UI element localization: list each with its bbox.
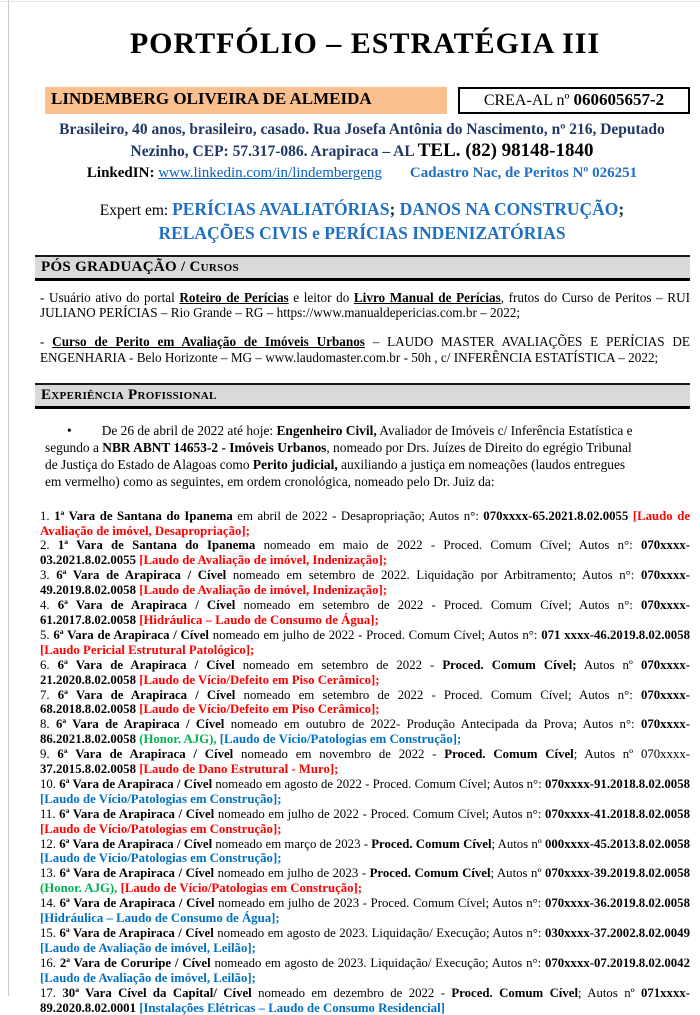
name-highlight: LINDEMBERG OLIVEIRA DE ALMEIDA (45, 87, 447, 114)
text-run: nomeado em agosto de 2022 - Proced. Comum Cível; Autos n°: (212, 776, 545, 791)
text-run: 4. (40, 598, 58, 613)
text-run: 070xxxx-91.2018.8.02.0058 (544, 776, 690, 791)
text-run: nomeado em maio de 2022 - Proced. Comum Cível; Autos n°: (255, 538, 641, 553)
text-run: 13. (40, 866, 60, 881)
text-run: Perito judicial, (252, 457, 338, 473)
text-run: 070xxxx-03.2021.8.02.0055 (40, 538, 691, 568)
text-run: [Laudo de Vício/Patologias em Construção]; (219, 732, 462, 747)
text-run: [Laudo de Avaliação de imóvel, Leilão]; (40, 940, 256, 955)
experience-list-item (40, 807, 690, 837)
text-run: [Laudo de Avaliação de imóvel, Indenização]; (139, 583, 388, 598)
text-run: 6ª Vara de Arapiraca / Cível (57, 598, 236, 613)
text-run: [Laudo Pericial Estrutural Patológico]; (40, 642, 255, 657)
text-run: Engenheiro Civil, (276, 422, 377, 438)
text-run: 070xxxx-65.2021.8.02.0055 (483, 508, 633, 523)
experience-list-item (40, 717, 690, 747)
text-run: 071xxxx-89.2020.8.02.0001 (40, 985, 691, 1015)
experience-list-item (40, 956, 690, 986)
text-run: ; Autos nº (491, 836, 545, 851)
text-run: 070xxxx-68.2018.8.02.0058 (40, 687, 690, 717)
experience-list (40, 509, 690, 1015)
text-run: (Honor. AJG), (139, 732, 220, 747)
text-run: 7. (40, 687, 58, 702)
text-run: , nomeado por Drs. Juízes de Direito do egrégio Tribunal de Justiça do Estado de Alagoas como (45, 440, 632, 473)
text-run: 37.2015.8.02.0058 (40, 762, 140, 777)
text-run: nomeado em agosto de 2023. Liquidação/ Execução; Autos n°: (210, 955, 545, 970)
course-paragraph (40, 290, 690, 320)
text-run: Curso de Perito em Avaliação de Imóveis Urbanos (52, 334, 365, 350)
text-run: [Laudo de Vício/Patologias em Construção]; (120, 881, 363, 896)
text-run: ; Autos nº (578, 985, 641, 1000)
text-run: 2ª Vara de Coruripe / Cível (59, 955, 211, 970)
text-run: [Hidráulica – Laudo de Consumo de Água]; (40, 911, 280, 926)
text-run: 6ª Vara de Arapiraca / Cível (56, 568, 227, 583)
experience-intro-paragraph (45, 422, 638, 491)
experience-list-item (40, 509, 690, 539)
text-run: nomeado em setembro de 2022 - Proced. Comum Cível; Autos n°: (235, 598, 641, 613)
identity-row (45, 87, 690, 114)
text-run: ; (389, 199, 400, 219)
text-run: [Laudo de Vício/Defeito em Piso Cerâmico]; (139, 672, 380, 687)
text-run: 070xxxx-21.2020.8.02.0058 (40, 657, 690, 687)
text-run: Brasileiro, 40 anos, brasileiro, casado. Rua Josefa Antônia do Nascimento, nº 216, Deputado Nezinho, CEP: 57.317-086. Arapiraca – AL (59, 121, 665, 160)
text-run: [Laudo de Vício/Defeito em Piso Cerâmico]; (139, 702, 380, 717)
text-run: 6ª Vara de Arapiraca / Cível (59, 836, 213, 851)
text-run: NBR ABNT 14653-2 - Imóveis Urbanos (102, 440, 327, 456)
text-run: em abril de 2022 - Desapropriação; Autos n°: (232, 508, 484, 523)
text-run: 1. (40, 508, 55, 523)
text-run: 6ª Vara de Arapiraca / Cível (55, 717, 225, 732)
text-run: [Laudo de Avaliação de imóvel, Desapropriação]; (40, 508, 691, 538)
text-run: [Laudo de Dano Estrutural - Muro]; (139, 762, 339, 777)
text-run: 6ª Vara de Arapiraca / Cível (57, 657, 235, 672)
crea-box (458, 87, 690, 114)
experience-list-item (40, 658, 690, 688)
page-edge-line-top (0, 1, 700, 2)
text-run: – LAUDO MASTER AVALIAÇÕES E PERÍCIAS DE ENGENHARIA - Belo Horizonte – MG – www.laudomaster.com.br - 50h , c/ INFERÊNCIA ESTATÍSTICA – 2022; (40, 334, 690, 365)
text-run: 12. (40, 836, 60, 851)
text-run: 6ª Vara de Arapiraca / Cível (57, 747, 234, 762)
text-run: 6ª Vara de Arapiraca / Cível (57, 687, 236, 702)
text-run: 1ª Vara de Santana do Ipanema (54, 508, 233, 523)
text-run: TEL. (82) 98148-1840 (417, 140, 594, 161)
text-run: nomeado em março de 2023 - (212, 836, 372, 851)
text-run: 14. (40, 896, 60, 911)
text-run: [Laudo de Vício/Patologias em Construção]; (40, 791, 282, 806)
text-run: nomeado em novembro de 2022 - (233, 747, 445, 762)
text-run: PERÍCIAS AVALIATÓRIAS (172, 199, 390, 219)
text-run: Proced. Comum Cível; (442, 657, 577, 672)
text-run: Expert em: (99, 202, 173, 219)
text-run: nomeado em julho de 2023 - Proced. Comum Cível; Autos n°: (214, 896, 545, 911)
text-run: - (40, 334, 53, 350)
text-run: 10. (40, 776, 60, 791)
text-run: 6ª Vara de Arapiraca / Cível (59, 896, 215, 911)
text-run: e leitor do (288, 290, 354, 305)
text-run: nomeado em agosto de 2023. Liquidação/ Execução; Autos n°: (213, 926, 545, 940)
text-run: , frutos do Curso de Peritos – RUI JULIANO PERÍCIAS – Rio Grande – RG – https://www.manualdepericias.com.br – 2022; (40, 290, 690, 321)
personal-info-paragraph (40, 119, 684, 162)
crea-number: 060605657-2 (573, 90, 665, 109)
experience-list-item (40, 628, 690, 658)
text-run: nomeado em setembro de 2022. Liquidação por Arbitramento; Autos n°: (226, 568, 641, 583)
text-run: Livro Manual de Perícias (353, 290, 501, 305)
experience-list-item (40, 926, 690, 956)
text-run: LinkedIN: (86, 165, 159, 181)
crea-label: CREA-AL nº (483, 92, 574, 109)
text-run: 000xxxx-45.2013.8.02.0058 (545, 836, 691, 851)
text-run: 030xxxx-37.2002.8.02.0049 (544, 926, 690, 940)
experience-list-item (40, 688, 690, 718)
experience-list-item (40, 568, 690, 598)
text-run: 17. (40, 985, 63, 1000)
text-run: [Hidráulica – Laudo de Consumo de Água]; (139, 612, 379, 627)
text-run: nomeado em julho de 2022 - Proced. Comum Cível; Autos n°: (214, 806, 545, 821)
page-edge-line (8, 0, 9, 996)
experience-list-item (40, 986, 690, 1015)
text-run: (Honor. AJG), (40, 881, 121, 896)
bullet-glyph: • (67, 422, 72, 438)
experience-list-item (40, 538, 690, 568)
text-run: nomeado em setembro de 2022 - Proced. Comum Cível; Autos n°: (235, 687, 641, 702)
experience-list-item (40, 598, 690, 628)
text-run: 6ª Vara de Arapiraca / Cível (53, 627, 209, 642)
text-run: ; Autos nº (490, 866, 545, 881)
text-run: [Instalações Elétricas – Laudo de Consumo Residencial] (139, 1000, 445, 1015)
experience-list-item (40, 777, 690, 807)
text-run: Roteiro de Perícias (179, 290, 289, 305)
text-run: nomeado em dezembro de 2022 - (251, 985, 452, 1000)
text-run: nomeado em julho de 2023 - (214, 866, 370, 881)
expertise-line-2 (40, 222, 684, 244)
text-run: [Laudo de Avaliação de imóvel, Leilão]; (40, 970, 256, 985)
text-run: 1ª Vara de Santana do Ipanema (57, 538, 256, 553)
text-run: Proced. Comum Cível (451, 985, 578, 1000)
course-paragraph (40, 334, 690, 364)
text-run: 15. (40, 926, 60, 940)
text-run: 6ª Vara de Arapiraca / Cível (59, 926, 214, 940)
text-run: Proced. Comum Cível (371, 836, 492, 851)
text-run: 6ª Vara de Arapiraca / Cível (59, 776, 213, 791)
text-run: auxiliando a justiça em nomeações (laudos entregues em vermelho) como as seguintes, em ordem cronológica, nomeado pelo Dr. Juiz da: (45, 457, 626, 490)
text-run: 070xxxx-39.2019.8.02.0058 (544, 866, 690, 881)
text-run: 6ª Vara de Arapiraca / Cível (59, 806, 215, 821)
expertise-line-1 (40, 198, 684, 222)
experience-list-item (40, 866, 690, 896)
text-run: nomeado em setembro de 2022 - (234, 657, 443, 672)
text-run: 6ª Vara de Arapiraca / Cível (59, 866, 215, 881)
text-run: 30ª Vara Cível da Capital/ Cível (62, 985, 252, 1000)
text-run: ; Autos nº 070xxxx- (573, 747, 690, 762)
text-run: 070xxxx-07.2019.8.02.0042 (544, 955, 690, 970)
text-run: nomeado em julho de 2022 - Proced. Comum Cível; Autos n°: (209, 627, 542, 642)
document-title: PORTFÓLIO – ESTRATÉGIA III (129, 27, 601, 60)
linkedin-link[interactable]: www.linkedin.com/in/lindembergeng (158, 165, 382, 181)
section-header-experiencia: Experiência Profissional (35, 383, 690, 409)
text-run: 070xxxx-61.2017.8.02.0058 (40, 598, 690, 627)
text-run: 11. (40, 806, 60, 821)
text-run: DANOS NA CONSTRUÇÃO (399, 199, 619, 219)
text-run: 6. (40, 657, 58, 672)
experience-list-item (40, 747, 690, 777)
text-run: Autos nº (576, 657, 641, 672)
cadastro-peritos-number: Cadastro Nac, de Peritos Nº 026251 (409, 165, 638, 181)
experience-list-item (40, 837, 690, 867)
text-run: Proced. Comum Cível (369, 866, 491, 881)
text-run: 070xxxx-36.2019.8.02.0058 (544, 896, 690, 911)
text-run: 5. (40, 627, 54, 642)
text-run: 070xxxx-49.2019.8.02.0058 (40, 568, 691, 598)
text-run: 071 xxxx-46.2019.8.02.0058 (541, 627, 690, 642)
text-run: De 26 de abril de 2022 até hoje: (101, 422, 277, 438)
section-header-pos-graduacao: PÓS GRADUAÇÃO / Cursos (35, 255, 690, 281)
text-run: [Laudo de Vício/Patologias em Construção]; (40, 821, 282, 836)
text-run: - Usuário ativo do portal (40, 290, 180, 305)
text-run: 9. (40, 747, 58, 762)
text-run: 070xxxx-86.2021.8.02.0058 (40, 717, 691, 747)
contact-line (40, 162, 684, 184)
text-run: 16. (40, 955, 60, 970)
text-run: 8. (40, 717, 56, 732)
text-run: [Laudo de Avaliação de imóvel, Indenização]; (139, 553, 388, 568)
text-run: Avaliador de Imóveis c/ Inferência Estatística e segundo a (45, 422, 633, 456)
text-run: 070xxxx-41.2018.8.02.0058 (544, 806, 690, 821)
text-run: 3. (40, 568, 57, 583)
text-run: RELAÇÕES CIVIS e PERÍCIAS INDENIZATÓRIAS (158, 223, 566, 243)
text-run: Proced. Comum Cível (444, 747, 574, 762)
text-run: [Laudo de Vício/Patologias em Construção]; (40, 851, 282, 866)
text-run: 2. (40, 538, 58, 553)
experience-list-item (40, 896, 690, 926)
text-run: ; (618, 199, 625, 219)
text-run: nomeado em outubro de 2022- Produção Antecipada da Prova; Autos n°: (224, 717, 641, 732)
